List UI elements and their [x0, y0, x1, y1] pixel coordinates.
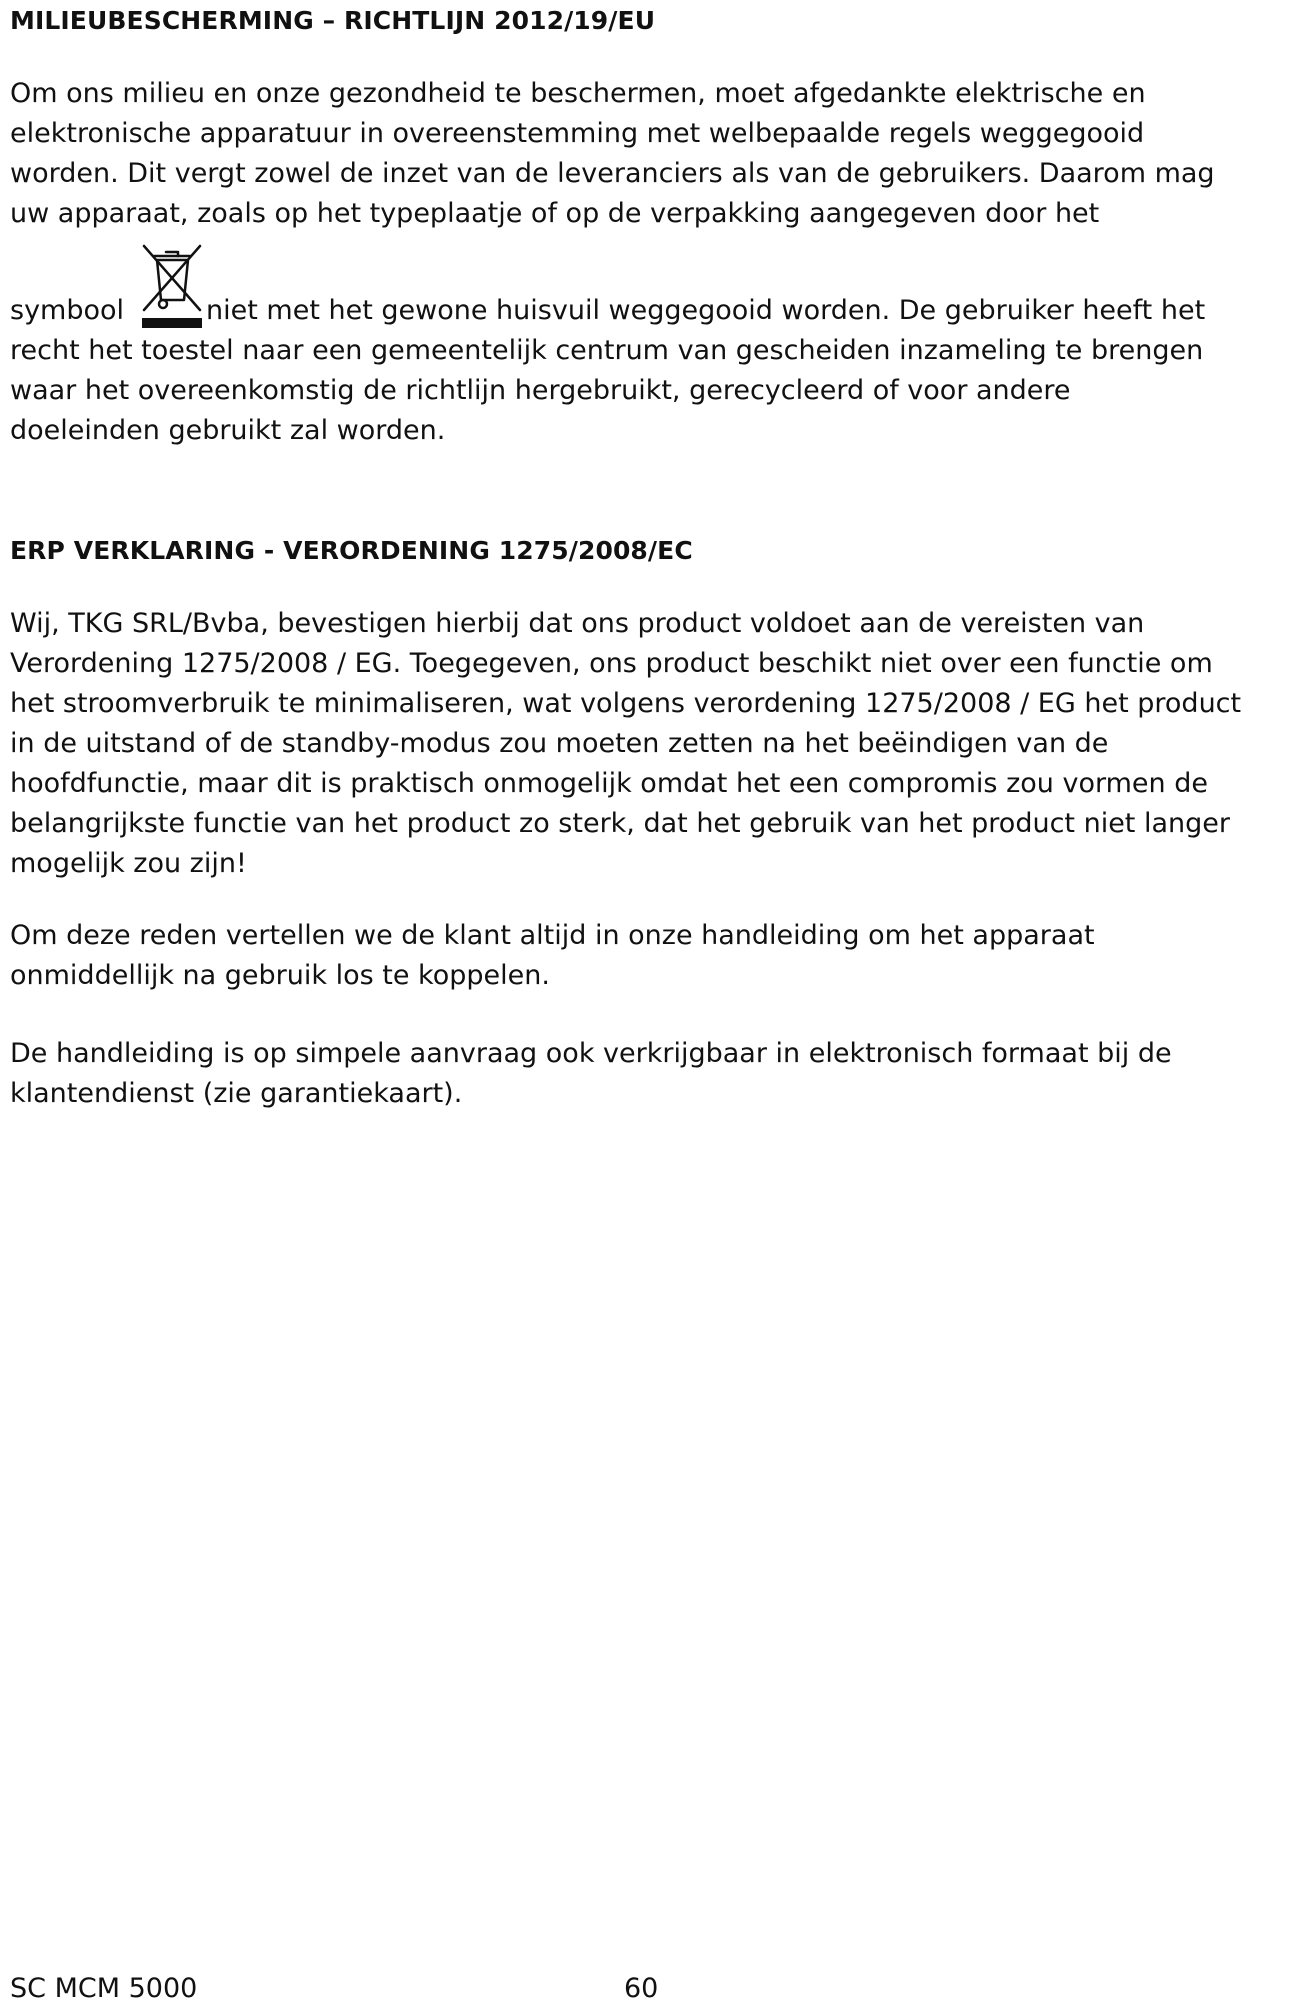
bin-underline-bar — [142, 318, 202, 328]
text-line: hoofdfunctie, maar dit is praktisch onmogelijk omdat het een compromis zou vormen de — [10, 768, 1208, 799]
footer-model: SC MCM 5000 — [10, 1973, 198, 2004]
text-line: De handleiding is op simpele aanvraag ook verkrijgbaar in elektronisch formaat bij de — [10, 1038, 1172, 1069]
text-line: Om deze reden vertellen we de klant altijd in onze handleiding om het apparaat — [10, 920, 1095, 951]
crossed-out-wheelie-bin-icon — [136, 238, 208, 330]
text-line: in de uitstand of de standby-modus zou moeten zetten na het beëindigen van de — [10, 728, 1109, 759]
page-number: 60 — [624, 1973, 659, 2004]
text-line: Om ons milieu en onze gezondheid te beschermen, moet afgedankte elektrische en — [10, 78, 1146, 109]
text-line: waar het overeenkomstig de richtlijn hergebruikt, gerecycleerd of voor andere — [10, 375, 1071, 406]
text-line: het stroomverbruik te minimaliseren, wat volgens verordening 1275/2008 / EG het product — [10, 688, 1242, 719]
text-line: onmiddellijk na gebruik los te koppelen. — [10, 960, 550, 991]
symbol-line-after: niet met het gewone huisvuil weggegooid worden. De gebruiker heeft het — [206, 295, 1206, 326]
text-line: Verordening 1275/2008 / EG. Toegegeven, ons product beschikt niet over een functie om — [10, 648, 1213, 679]
text-line: klantendienst (zie garantiekaart). — [10, 1078, 463, 1109]
text-line: elektronische apparatuur in overeenstemming met welbepaalde regels weggegooid — [10, 118, 1145, 149]
text-line: worden. Dit vergt zowel de inzet van de leveranciers als van de gebruikers. Daarom mag — [10, 158, 1215, 189]
bin-wheel — [159, 300, 167, 308]
text-line: recht het toestel naar een gemeentelijk centrum van gescheiden inzameling te brengen — [10, 335, 1204, 366]
text-line: Wij, TKG SRL/Bvba, bevestigen hierbij dat ons product voldoet aan de vereisten van — [10, 608, 1145, 639]
text-line: doeleinden gebruikt zal worden. — [10, 415, 446, 446]
text-line: mogelijk zou zijn! — [10, 848, 247, 879]
symbol-line-before: symbool — [10, 295, 125, 326]
section-heading-environment: MILIEUBESCHERMING – RICHTLIJN 2012/19/EU — [10, 6, 656, 35]
text-line: uw apparaat, zoals op het typeplaatje of op de verpakking aangegeven door het — [10, 198, 1100, 229]
text-line: belangrijkste functie van het product zo sterk, dat het gebruik van het product niet langer — [10, 808, 1230, 839]
section-heading-erp: ERP VERKLARING - VERORDENING 1275/2008/EC — [10, 536, 693, 565]
